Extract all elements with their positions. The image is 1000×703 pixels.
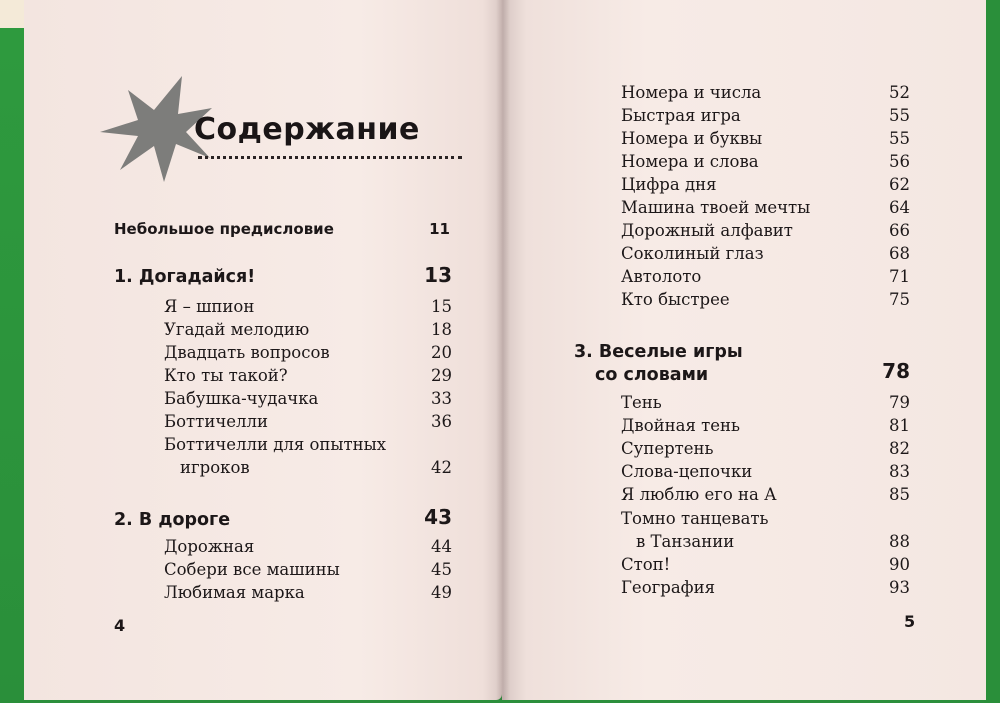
toc-item-page: 79	[889, 393, 910, 412]
toc-item-page: 52	[889, 83, 910, 102]
toc-item[interactable]: Тень	[621, 393, 662, 412]
toc-section-3-page: 78	[882, 359, 910, 383]
toc-item[interactable]: Номера и числа	[621, 83, 762, 102]
toc-item[interactable]: Номера и слова	[621, 152, 759, 171]
toc-item[interactable]: Я люблю его на А	[621, 485, 777, 504]
toc-section-2-label[interactable]: 2. В дороге	[114, 510, 231, 530]
toc-item[interactable]: Дорожный алфавит	[621, 221, 793, 240]
toc-item-page: 90	[889, 555, 910, 574]
toc-item[interactable]: Боттичелли для опытных	[164, 435, 387, 454]
toc-item[interactable]: Собери все машины	[164, 560, 340, 579]
toc-item-page: 18	[431, 320, 452, 339]
toc-item[interactable]: Угадай мелодию	[164, 320, 310, 339]
toc-item[interactable]: Соколиный глаз	[621, 244, 764, 263]
toc-item[interactable]: География	[621, 578, 715, 597]
toc-intro-page: 11	[429, 220, 450, 238]
toc-item[interactable]: Любимая марка	[164, 583, 305, 602]
book-gutter	[496, 0, 510, 700]
toc-item-page: 55	[889, 129, 910, 148]
toc-item-page: 71	[889, 267, 910, 286]
toc-section-3-label-continuation[interactable]: со словами	[595, 365, 709, 385]
toc-item[interactable]: Бабушка-чудачка	[164, 389, 319, 408]
toc-item-page: 45	[431, 560, 452, 579]
toc-item-page: 88	[889, 532, 910, 551]
toc-item-page: 75	[889, 290, 910, 309]
toc-item[interactable]: Двойная тень	[621, 416, 740, 435]
toc-intro-label[interactable]: Небольшое предисловие	[114, 220, 334, 238]
toc-item[interactable]: Быстрая игра	[621, 106, 741, 125]
toc-item[interactable]: Автолото	[621, 267, 702, 286]
toc-item-page: 62	[889, 175, 910, 194]
toc-section-1-page: 13	[424, 263, 452, 287]
toc-item[interactable]: Номера и буквы	[621, 129, 763, 148]
title-underline	[198, 156, 462, 159]
toc-item-page: 29	[431, 366, 452, 385]
toc-item-page: 85	[889, 485, 910, 504]
toc-item[interactable]: Кто ты такой?	[164, 366, 288, 385]
toc-item-page: 36	[431, 412, 452, 431]
toc-item[interactable]: Боттичелли	[164, 412, 268, 431]
contents-header	[98, 74, 468, 194]
toc-item-page: 20	[431, 343, 452, 362]
toc-item-page: 66	[889, 221, 910, 240]
toc-item-page: 15	[431, 297, 452, 316]
toc-item[interactable]: Цифра дня	[621, 175, 717, 194]
toc-item[interactable]: Машина твоей мечты	[621, 198, 811, 217]
page-title: Содержание	[194, 112, 420, 147]
toc-item-page: 83	[889, 462, 910, 481]
toc-section-2-page: 43	[424, 505, 452, 529]
toc-item[interactable]: Кто быстрее	[621, 290, 730, 309]
toc-item-page: 81	[889, 416, 910, 435]
toc-item-page: 68	[889, 244, 910, 263]
toc-item-page: 56	[889, 152, 910, 171]
cover-edge-right	[984, 0, 1000, 703]
toc-item-page: 44	[431, 537, 452, 556]
toc-item-page: 33	[431, 389, 452, 408]
page-number-left: 4	[114, 616, 126, 635]
toc-item-page: 64	[889, 198, 910, 217]
toc-item-continuation[interactable]: игроков	[180, 458, 250, 477]
toc-item-continuation[interactable]: в Танзании	[636, 532, 735, 551]
toc-item[interactable]: Дорожная	[164, 537, 255, 556]
page-number-right: 5	[904, 612, 916, 631]
toc-item[interactable]: Стоп!	[621, 555, 671, 574]
toc-item[interactable]: Я – шпион	[164, 297, 255, 316]
toc-item-page: 55	[889, 106, 910, 125]
toc-item[interactable]: Томно танцевать	[621, 509, 769, 528]
toc-item-page: 49	[431, 583, 452, 602]
toc-item-page: 93	[889, 578, 910, 597]
toc-item[interactable]: Слова-цепочки	[621, 462, 753, 481]
toc-item[interactable]: Супертень	[621, 439, 714, 458]
toc-item[interactable]: Двадцать вопросов	[164, 343, 330, 362]
toc-item-page: 42	[431, 458, 452, 477]
toc-section-1-label[interactable]: 1. Догадайся!	[114, 267, 256, 287]
toc-item-page: 82	[889, 439, 910, 458]
toc-section-3-label[interactable]: 3. Веселые игры	[574, 342, 743, 362]
